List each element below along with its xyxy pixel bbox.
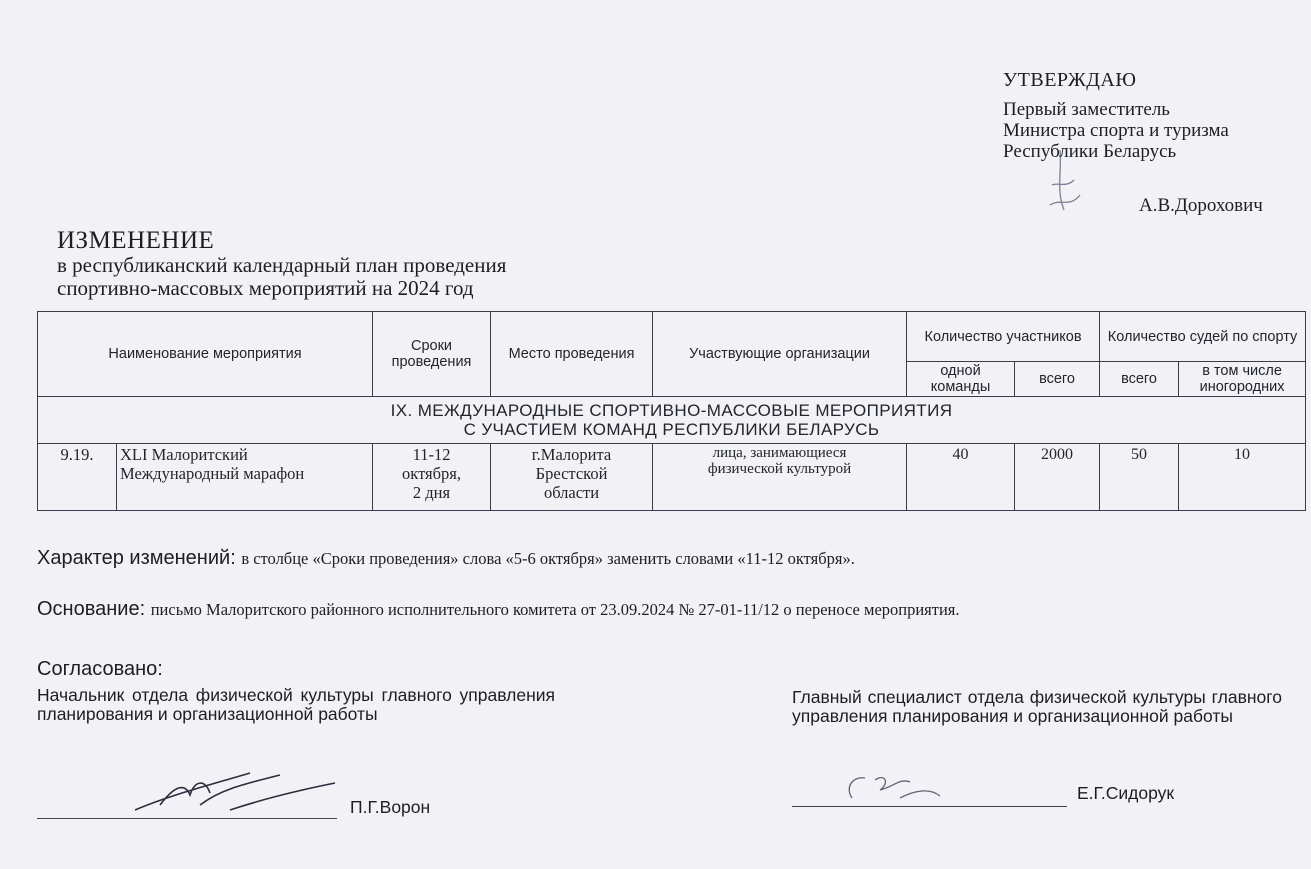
approver-name: А.В.Дорохович (1139, 195, 1263, 216)
right-signature-icon (840, 768, 950, 808)
title-line: в республиканский календарный план проведения (57, 253, 507, 277)
title-line: спортивно-массовых мероприятий на 2024 год (57, 276, 474, 300)
approval-line: Республики Беларусь (1003, 141, 1177, 162)
header-orgs: Участвующие организации (653, 312, 907, 397)
left-signature-icon (130, 765, 340, 825)
row-dates-line: октября, (402, 464, 462, 483)
plan-table (37, 311, 1306, 511)
left-signer-position: Начальник отдела физической культуры главного управления планирования и организационной работы (37, 685, 555, 724)
row-place-line: г.Малорита (531, 445, 612, 464)
header-dates: Сроки проведения (373, 312, 491, 397)
row-event (117, 444, 373, 511)
basis-paragraph (37, 598, 960, 621)
row-judges-total: 50 (1100, 444, 1179, 511)
header-place: Место проведения (491, 312, 653, 397)
row-nonresident: 10 (1179, 444, 1306, 511)
left-signature-line (37, 818, 337, 819)
approval-heading: УТВЕРЖДАЮ (1003, 69, 1137, 91)
row-total: 2000 (1015, 444, 1100, 511)
approval-line: Первый заместитель (1003, 99, 1170, 120)
header-participants: Количество участников (907, 312, 1100, 362)
approval-block (1003, 69, 1263, 216)
row-place (491, 444, 653, 511)
header-total: всего (1015, 362, 1100, 397)
row-number: 9.19. (38, 444, 117, 511)
row-orgs-line: физической культурой (707, 461, 852, 477)
section-line: С УЧАСТИЕМ КОМАНД РЕСПУБЛИКИ БЕЛАРУСЬ (463, 420, 880, 439)
row-place-line: Брестской (535, 464, 608, 483)
basis-text: письмо Малоритского районного исполнительного комитета от 23.09.2024 № 27-01-11/12 о переносе мероприятия. (150, 600, 960, 619)
changes-paragraph (37, 547, 855, 570)
changes-text: в столбце «Сроки проведения» слова «5-6 октября» заменить словами «11-12 октября». (241, 549, 855, 568)
approver-signature-icon (1030, 150, 1100, 230)
row-dates (373, 444, 491, 511)
row-orgs-line: лица, занимающиеся (712, 445, 847, 461)
right-signer-position: Главный специалист отдела физической культуры главного управления планирования и организационной работы (792, 687, 1282, 726)
header-judges-total: всего (1100, 362, 1179, 397)
right-signature-line (792, 806, 1067, 807)
section-line: IX. МЕЖДУНАРОДНЫЕ СПОРТИВНО-МАССОВЫЕ МЕРОПРИЯТИЯ (390, 401, 953, 420)
row-dates-line: 11-12 (412, 445, 451, 464)
title-heading: ИЗМЕНЕНИЕ (57, 227, 215, 254)
document-title (57, 228, 506, 300)
left-signer-name: П.Г.Ворон (350, 797, 431, 817)
header-judges: Количество судей по спорту (1100, 312, 1306, 362)
approval-line: Министра спорта и туризма (1003, 120, 1229, 141)
row-orgs (653, 444, 907, 511)
changes-label: Характер изменений: (37, 547, 236, 569)
header-one-team: одной команды (907, 362, 1015, 397)
row-dates-line: 2 дня (412, 483, 451, 502)
row-event-line: Международный марафон (120, 464, 305, 483)
header-nonresident: в том числе иногородних (1179, 362, 1306, 397)
right-signer-name: Е.Г.Сидорук (1077, 783, 1175, 803)
header-event: Наименование мероприятия (38, 312, 373, 397)
table-row (38, 444, 1306, 511)
agreed-label: Согласовано: (37, 658, 163, 680)
section-heading (38, 397, 1306, 444)
row-place-line: области (543, 483, 600, 502)
row-one-team: 40 (907, 444, 1015, 511)
basis-label: Основание: (37, 598, 146, 620)
row-event-line: XLI Малоритский (120, 445, 248, 464)
